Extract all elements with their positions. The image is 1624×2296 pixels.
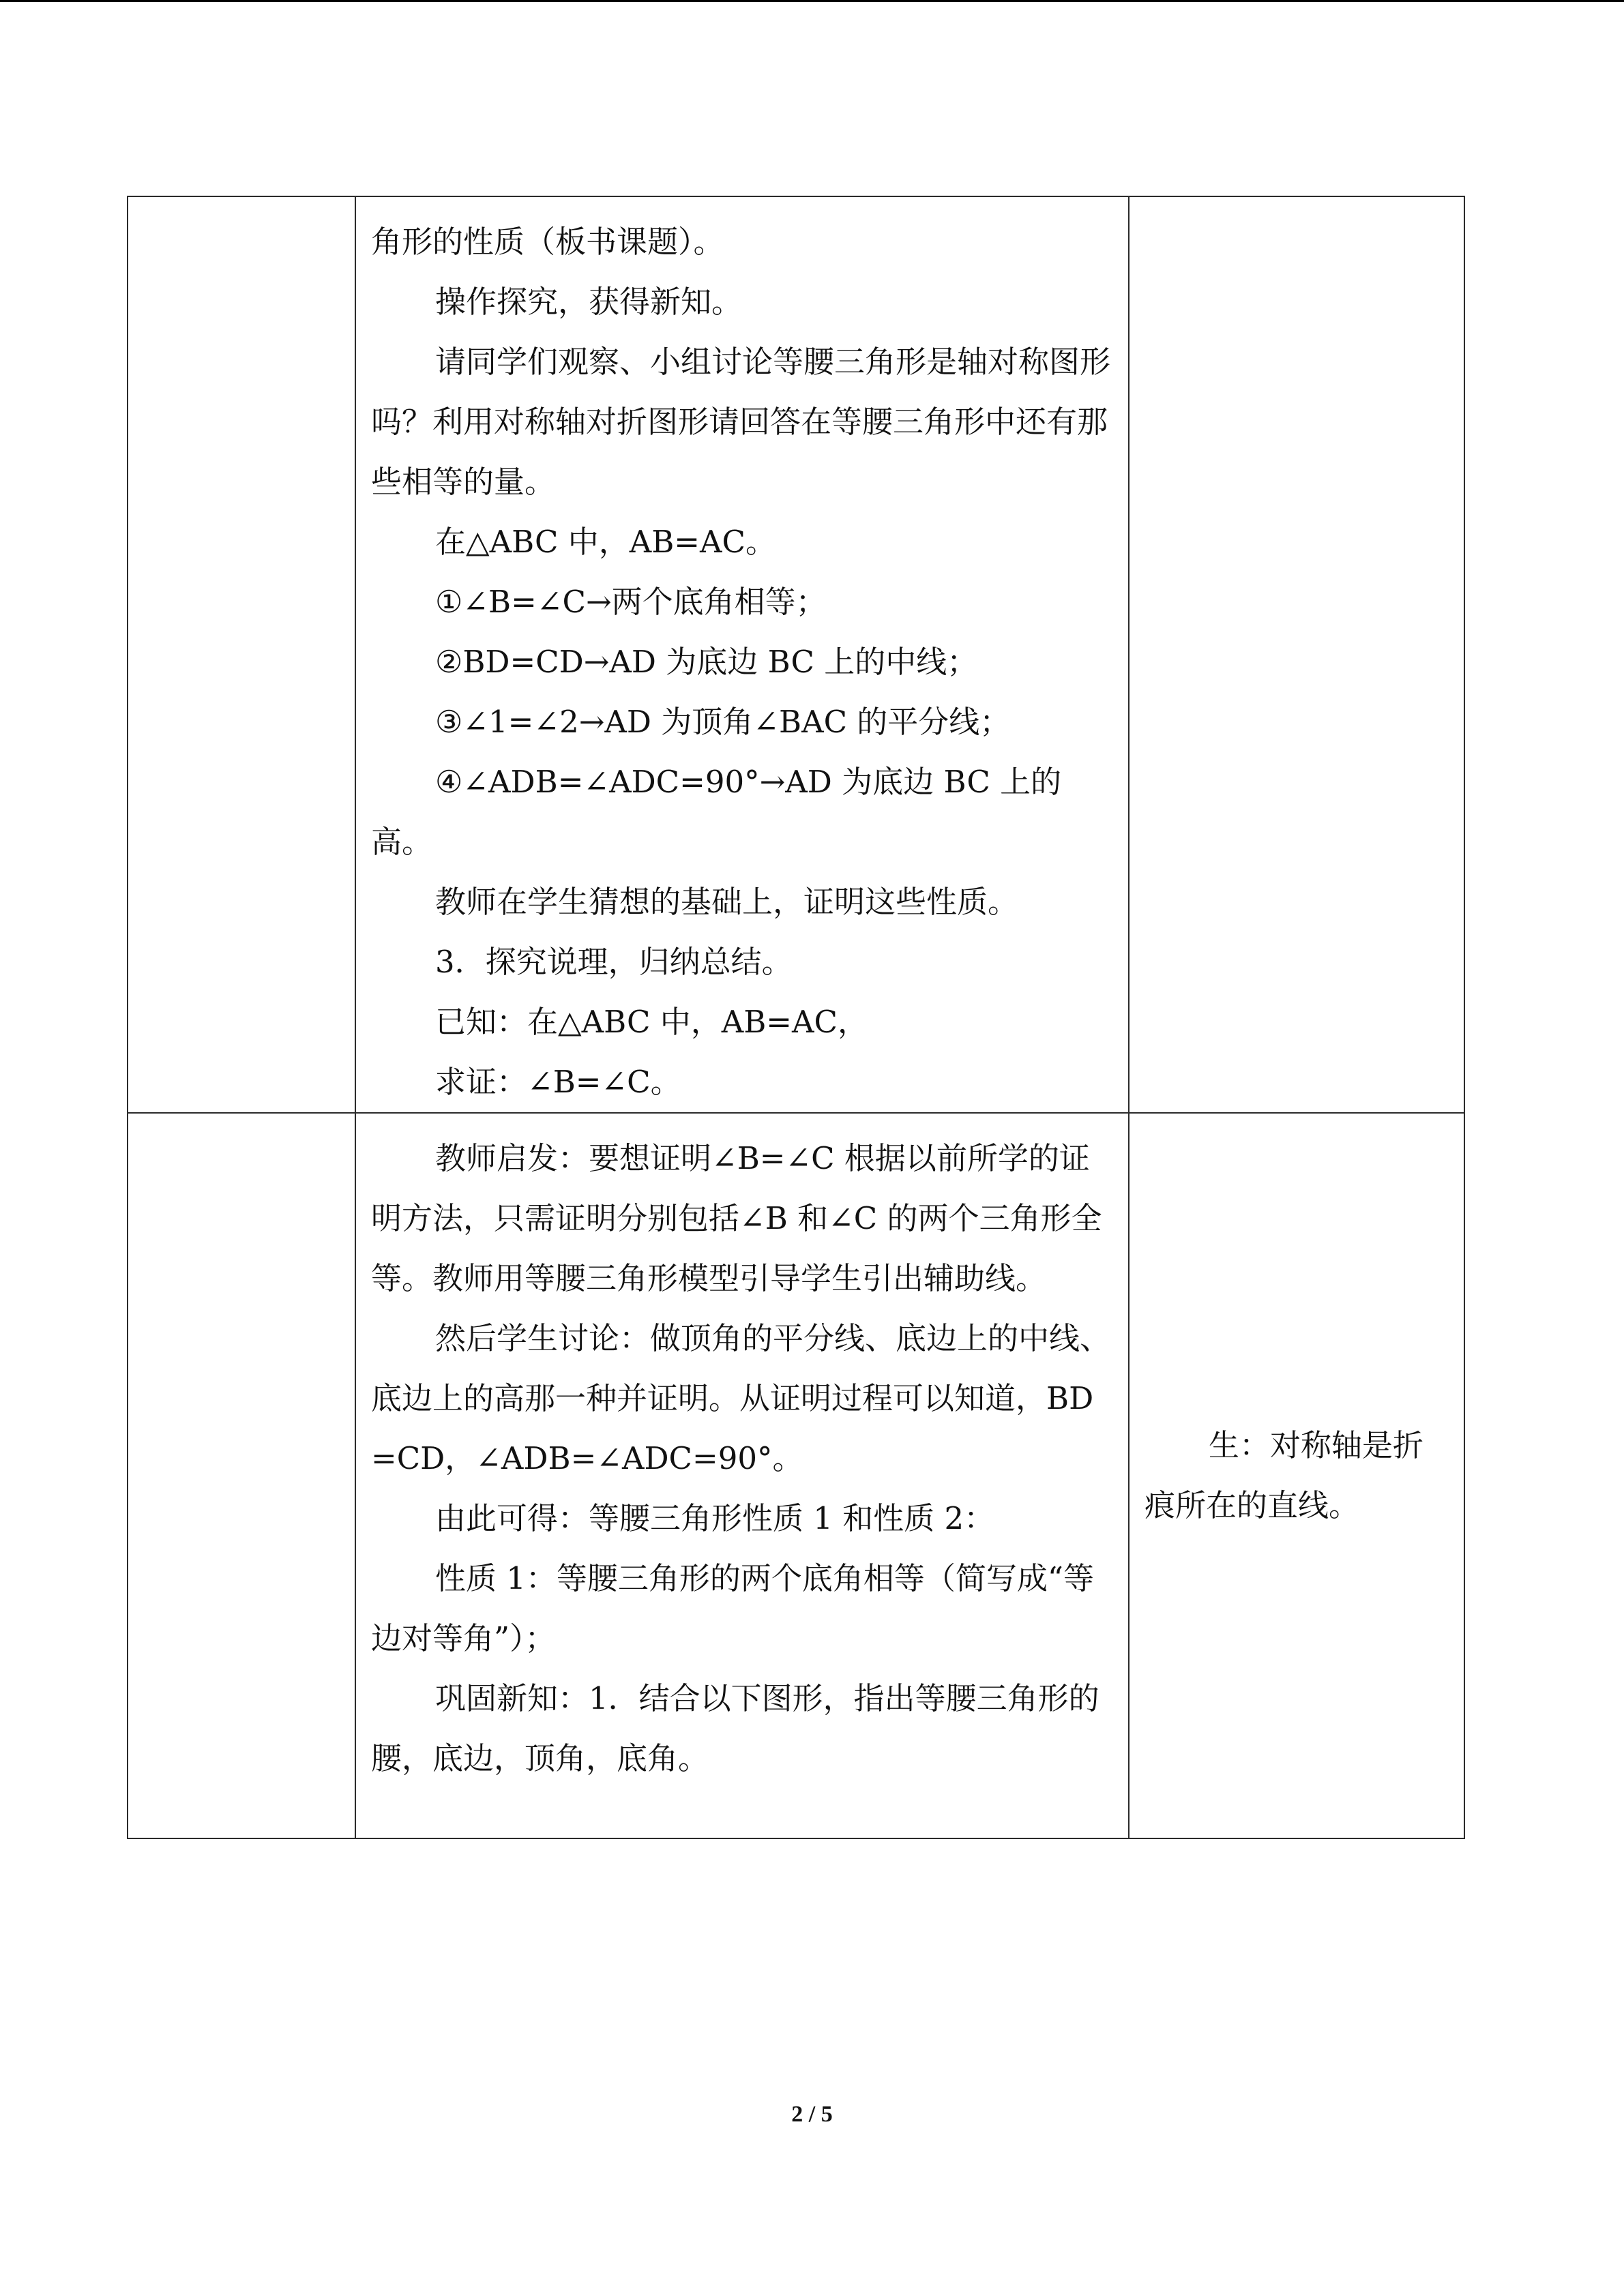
top-border-line (0, 0, 1624, 2)
row1-paragraph-8: ④∠ADB=∠ADC=90°→AD 为底边 BC 上的高。 (371, 764, 1062, 860)
row1-paragraph-4: 在△ABC 中，AB=AC。 (435, 524, 776, 560)
row1-notes-cell (1129, 196, 1464, 1113)
row1-paragraph-6: ②BD=CD→AD 为底边 BC 上的中线； (435, 644, 978, 680)
row1-paragraph-3: 请同学们观察、小组讨论等腰三角形是轴对称图形吗？利用对称轴对折图形请回答在等腰三角形中还有那些相等的量。 (371, 344, 1111, 500)
row1-paragraph-10: 3．探究说理，归纳总结。 (435, 944, 793, 980)
row1-paragraph-9: 教师在学生猜想的基础上，证明这些性质。 (435, 884, 1019, 920)
row1-paragraph-11: 已知：在△ABC 中，AB=AC， (435, 1004, 868, 1040)
row1-paragraph-2: 操作探究，获得新知。 (435, 284, 743, 320)
page-number: 2 / 5 (791, 2102, 833, 2127)
row1-stage-cell (128, 196, 355, 1113)
row2-paragraph-3: 由此可得：等腰三角形性质 1 和性质 2： (435, 1500, 995, 1536)
lesson-plan-table (127, 196, 1465, 1839)
row2-paragraph-2: 然后学生讨论：做顶角的平分线、底边上的中线、底边上的高那一种并证明。从证明过程可以知道，BD=CD，∠ADB=∠ADC=90°。 (371, 1320, 1111, 1476)
table-row (128, 196, 1464, 1113)
row2-paragraph-1: 教师启发：要想证明∠B=∠C 根据以前所学的证明方法，只需证明分别包括∠B 和∠C 的两个三角形全等。教师用等腰三角形模型引导学生引出辅助线。 (371, 1140, 1102, 1296)
row1-content-cell (355, 196, 1129, 1113)
row1-paragraph-12: 求证：∠B=∠C。 (435, 1064, 681, 1100)
row2-stage-cell (128, 1113, 355, 1838)
table-row (128, 1113, 1464, 1838)
row2-paragraph-5: 巩固新知：1．结合以下图形，指出等腰三角形的腰，底边，顶角，底角。 (371, 1680, 1099, 1776)
row1-paragraph-7: ③∠1=∠2→AD 为顶角∠BAC 的平分线； (435, 704, 1011, 740)
row1-paragraph-5: ①∠B=∠C→两个底角相等； (435, 584, 827, 620)
row2-notes-cell (1129, 1113, 1464, 1838)
row2-side-note: 生：对称轴是折痕所在的直线。 (1145, 1427, 1424, 1523)
row2-content-cell (355, 1113, 1129, 1838)
row2-paragraph-4: 性质 1：等腰三角形的两个底角相等（简写成“等边对等角”）； (371, 1560, 1094, 1656)
row1-paragraph-1: 角形的性质（板书课题）。 (371, 224, 724, 260)
